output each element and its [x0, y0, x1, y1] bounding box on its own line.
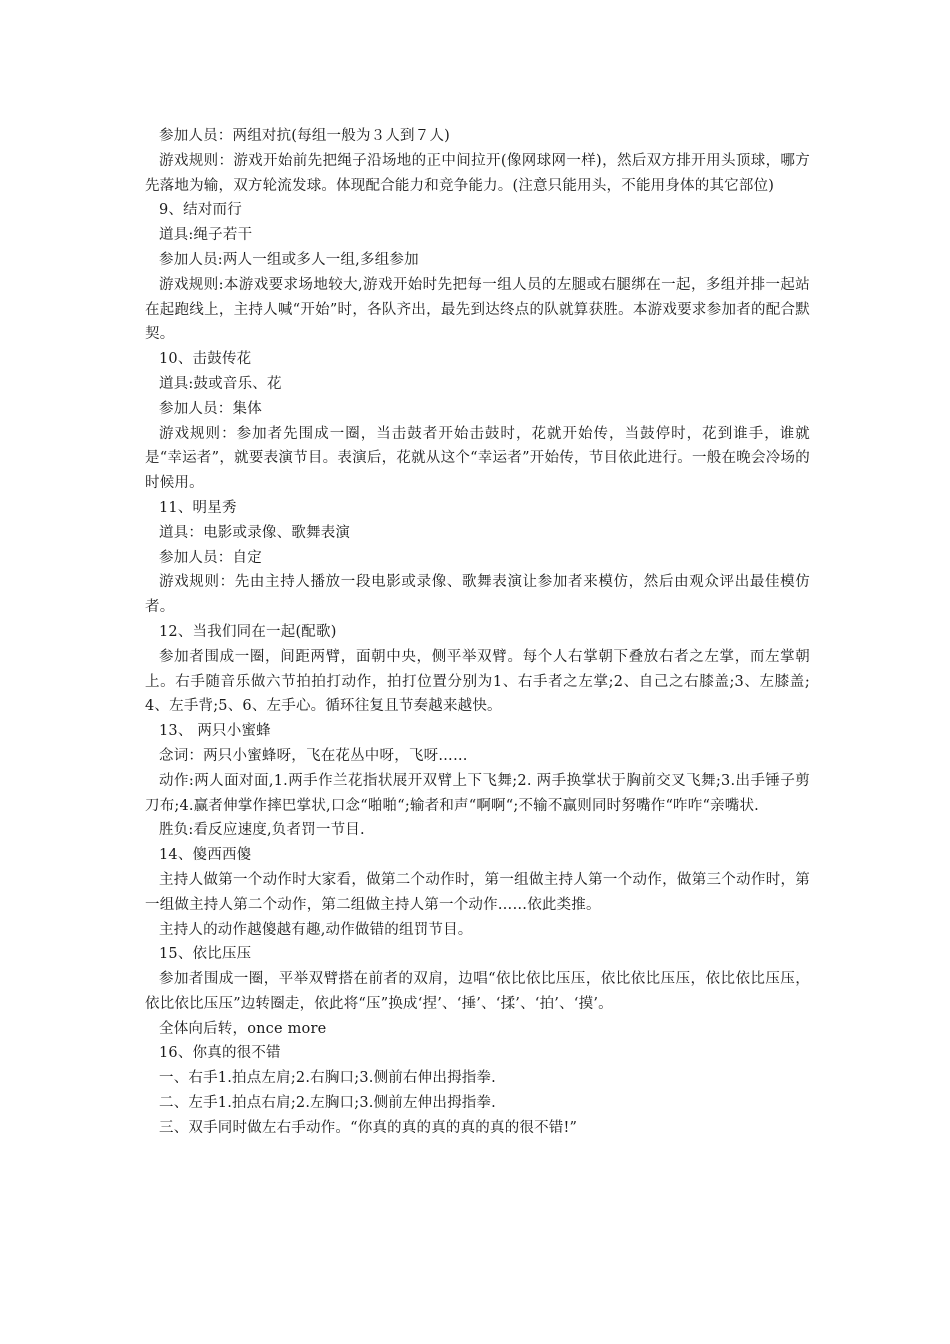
paragraph: 参加人员：集体 [159, 400, 262, 417]
section-heading: 13、 两只小蜜蜂 [159, 723, 271, 740]
paragraph: 游戏规则：参加者先围成一圈，当击鼓者开始击鼓时，花就开始传，当鼓停时，花到谁手，谁就是“幸运者”，就要表演节目。表演后，花就从这个“幸运者”开始传，节目依此进行。一般在晚会冷场的时候用。 [145, 425, 810, 492]
paragraph: 主持人的动作越傻越有趣,动作做错的组罚节目。 [159, 921, 473, 938]
paragraph: 参加人员：两组对抗(每组一般为３人到７人) [159, 128, 451, 144]
paragraph: 一、右手1.拍点左肩;2.右胸口;3.侧前右伸出拇指拳. [159, 1070, 496, 1087]
paragraph: 动作:两人面对面,1.两手作兰花指状展开双臂上下飞舞;2. 两手换掌状于胸前交叉飞舞;3.出手锤子剪刀布;4.赢者伸掌作摔巴掌状,口念“啪啪“;输者和声“啊啊“;不输不赢则同时努嘴作“咋咋“亲嘴状. [145, 772, 810, 814]
paragraph: 二、左手1.拍点右肩;2.左胸口;3.侧前左伸出拇指拳. [159, 1095, 496, 1112]
section-heading: 15、依比压压 [159, 946, 252, 963]
paragraph: 游戏规则:本游戏要求场地较大,游戏开始时先把每一组人员的左腿或右腿绑在一起，多组并排一起站在起跑线上，主持人喊“开始”时，各队齐出，最先到达终点的队就算获胜。本游戏要求参加者的配合默契。 [145, 276, 810, 343]
section-heading: 10、击鼓传花 [159, 351, 252, 368]
paragraph: 三、双手同时做左右手动作。“你真的真的真的真的真的很不错!” [159, 1119, 578, 1136]
section-heading: 11、明星秀 [159, 499, 237, 516]
document-body [145, 124, 810, 1141]
paragraph: 道具:鼓或音乐、花 [159, 375, 282, 392]
section-heading: 14、傻西西傻 [159, 847, 252, 864]
paragraph: 全体向后转，once more [159, 1020, 327, 1037]
paragraph: 道具:绳子若干 [159, 227, 253, 244]
paragraph: 游戏规则：游戏开始前先把绳子沿场地的正中间拉开(像网球网一样)，然后双方排开用头顶球，哪方先落地为输，双方轮流发球。体现配合能力和竞争能力。(注意只能用头，不能用身体的其它部位) [145, 152, 810, 194]
paragraph: 参加者围成一圈，平举双臂搭在前者的双肩，边唱“依比依比压压，依比依比压压，依比依比压压，依比依比压压”边转圈走，依此将“压”换成‘捏’、‘捶’、‘揉’、‘拍’、‘摸’。 [145, 971, 810, 1012]
paragraph: 游戏规则：先由主持人播放一段电影或录像、歌舞表演让参加者来模仿，然后由观众评出最佳模仿者。 [145, 574, 810, 616]
paragraph: 主持人做第一个动作时大家看，做第二个动作时，第一组做主持人第一个动作，做第三个动作时，第一组做主持人第二个动作，第二组做主持人第一个动作……依此类推。 [145, 871, 810, 913]
section-heading: 9、结对而行 [159, 202, 242, 219]
paragraph: 参加人员:两人一组或多人一组,多组参加 [159, 251, 419, 268]
paragraph: 道具：电影或录像、歌舞表演 [159, 524, 351, 541]
paragraph: 胜负:看反应速度,负者罚一节目. [159, 822, 365, 839]
section-heading: 16、你真的很不错 [159, 1045, 281, 1062]
paragraph: 参加者围成一圈，间距两臂，面朝中央，侧平举双臂。每个人右掌朝下叠放右者之左掌，而左掌朝上。右手随音乐做六节拍拍打动作，拍打位置分别为1、右手者之左掌;2、自己之右膝盖;3、左膝盖;4、左手背;5、6、左手心。循环往复且节奏越来越快。 [145, 648, 810, 715]
paragraph: 念词：两只小蜜蜂呀，飞在花丛中呀，飞呀…… [159, 747, 468, 764]
paragraph: 参加人员：自定 [159, 549, 262, 566]
section-heading: 12、当我们同在一起(配歌) [159, 623, 337, 640]
